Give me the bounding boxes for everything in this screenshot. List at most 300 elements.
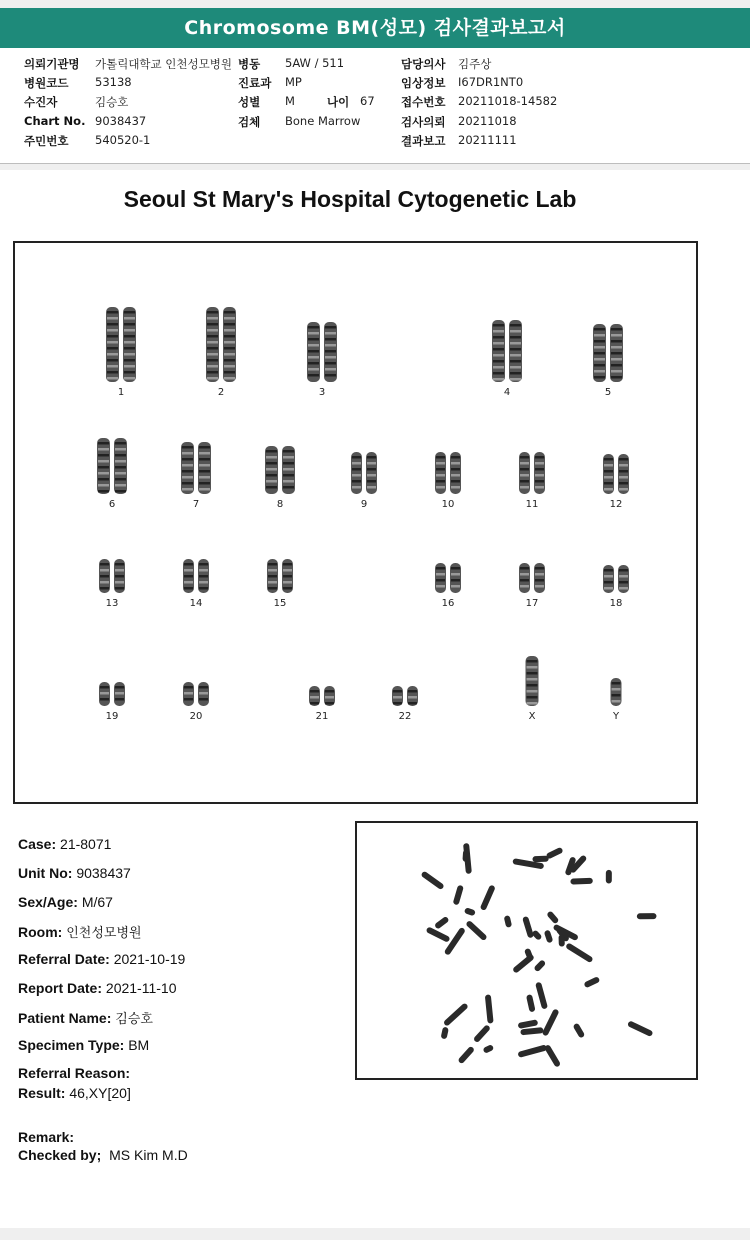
chromosome-band <box>308 362 319 365</box>
chromosome-band <box>510 324 521 327</box>
chromosome-band <box>325 350 336 353</box>
sex-value: M <box>285 94 295 108</box>
chromosome-band <box>535 462 544 465</box>
chromosome-band <box>408 690 417 693</box>
metaphase-chromosome <box>544 1044 561 1068</box>
metaphase-chromosome <box>504 915 513 928</box>
chromosome-band <box>594 352 605 355</box>
chromosome-band <box>510 360 521 363</box>
chromosome-band <box>115 448 126 451</box>
chromosome-band <box>325 332 336 335</box>
metaphase-chromosome <box>522 916 534 939</box>
chromosome-band <box>107 377 118 380</box>
chromosome-band <box>266 474 277 477</box>
chromosome-band <box>527 696 538 699</box>
department-label: 진료과 <box>238 76 272 90</box>
chromosome-band <box>325 356 336 359</box>
patient-name-value: 김승호 <box>115 1011 153 1026</box>
metaphase-svg <box>357 823 696 1078</box>
karyogram-label-13: 13 <box>105 598 119 609</box>
karyogram-labels <box>106 387 623 722</box>
referral-reason-line <box>18 1065 130 1081</box>
metaphase-chromosome <box>473 1024 491 1043</box>
chromosome-band <box>124 317 135 320</box>
info-row-1 <box>0 56 750 75</box>
metaphase-chromosome <box>544 930 554 944</box>
chromosome-band <box>594 358 605 361</box>
karyogram-label-6: 6 <box>108 499 116 510</box>
karyogram-label-11: 11 <box>525 499 539 510</box>
chromosome-band <box>493 378 504 381</box>
examinee-label: 수진자 <box>24 95 58 109</box>
chromosome-band <box>325 696 334 699</box>
chromosome-band <box>436 585 445 588</box>
chromosome-band <box>268 575 277 578</box>
karyogram-label-3: 3 <box>318 387 326 398</box>
chromosome-band <box>367 456 376 459</box>
chromosome-band <box>527 666 538 669</box>
chromosome-band <box>308 374 319 377</box>
chromosome-band <box>604 581 613 584</box>
chromosome-band <box>535 567 544 570</box>
chromosome-band <box>115 575 124 578</box>
specimen-label: 검체 <box>238 115 261 129</box>
chromosome-band <box>107 311 118 314</box>
chromosome-band <box>611 376 622 379</box>
patient-name-label: Patient Name: <box>18 1010 112 1026</box>
chromosome-band <box>436 462 445 465</box>
metaphase-chromosome <box>565 942 594 963</box>
result-report-label: 결과보고 <box>401 134 446 148</box>
chromosome-band <box>124 347 135 350</box>
chromosome-band <box>100 563 109 566</box>
chromosome-band <box>224 347 235 350</box>
chromosome-band <box>98 466 109 469</box>
chromosome-band <box>124 359 135 362</box>
karyogram-label-9: 9 <box>360 499 368 510</box>
remark-line <box>18 1129 74 1145</box>
chart-no-label: Chart No. <box>24 114 86 128</box>
chromosome-band <box>352 468 361 471</box>
chromosome-band <box>611 370 622 373</box>
result-value: 46,XY[20] <box>69 1085 131 1101</box>
chromosome-band <box>535 573 544 576</box>
chromosome-band <box>107 371 118 374</box>
chromosome-band <box>98 490 109 493</box>
metaphase-chromosome <box>542 1008 560 1036</box>
chromosome-band <box>520 486 529 489</box>
chromosome-band <box>604 470 613 473</box>
unit-no-line <box>18 865 131 881</box>
metaphase-chromosome <box>462 850 469 862</box>
chromosome-band <box>124 323 135 326</box>
chromosome-band <box>493 360 504 363</box>
result-label: Result: <box>18 1085 66 1101</box>
chromosome-band <box>224 377 235 380</box>
chromosome-band <box>308 368 319 371</box>
chromosome-band <box>124 311 135 314</box>
chromosome-band <box>268 569 277 572</box>
chromosome-band <box>520 585 529 588</box>
chromosome-band <box>207 335 218 338</box>
chromosome-band <box>619 581 628 584</box>
chart-no-value: 9038437 <box>95 114 147 128</box>
chromosome-band <box>100 686 109 689</box>
chromosome-band <box>493 330 504 333</box>
chromosome-band <box>325 368 336 371</box>
chromosome-band <box>325 338 336 341</box>
chromosome-band <box>207 323 218 326</box>
metaphase-chromosome <box>535 982 548 1010</box>
chromosome-band <box>283 480 294 483</box>
chromosome-band <box>224 341 235 344</box>
karyogram-label-15: 15 <box>273 598 287 609</box>
metaphase-chromosome <box>426 926 451 942</box>
chromosome-band <box>367 468 376 471</box>
info-row-5 <box>0 133 750 152</box>
chromosome-band <box>611 346 622 349</box>
chromosome-band <box>451 585 460 588</box>
chromosome-band <box>619 482 628 485</box>
metaphase-chromosome <box>443 1002 469 1026</box>
chromosome-band <box>527 672 538 675</box>
room-line <box>18 922 142 941</box>
chromosome-band <box>352 486 361 489</box>
chromosome-7-2 <box>198 442 211 494</box>
report-date-line <box>18 980 176 996</box>
chromosome-band <box>224 359 235 362</box>
metaphase-chromosome <box>533 959 546 972</box>
chromosome-band <box>594 334 605 337</box>
chromosome-band <box>393 702 402 705</box>
karyogram-label-8: 8 <box>276 499 284 510</box>
department-value: MP <box>285 75 302 89</box>
chromosome-band <box>107 359 118 362</box>
chromosome-band <box>619 458 628 461</box>
chromosome-band <box>493 366 504 369</box>
chromosome-band <box>115 587 124 590</box>
chromosome-band <box>207 371 218 374</box>
karyogram-label-Y: Y <box>612 711 620 722</box>
chromosome-band <box>451 579 460 582</box>
chromosome-band <box>107 323 118 326</box>
chromosome-band <box>520 579 529 582</box>
chromosome-band <box>325 374 336 377</box>
chromosome-band <box>224 329 235 332</box>
chromosome-band <box>107 365 118 368</box>
metaphase-chromosome <box>485 994 494 1023</box>
chromosome-band <box>535 486 544 489</box>
chromosome-band <box>604 569 613 572</box>
chromosome-band <box>308 326 319 329</box>
chromosome-band <box>283 563 292 566</box>
chromosome-band <box>594 346 605 349</box>
specimen-type-value: BM <box>128 1037 150 1053</box>
chromosome-band <box>115 466 126 469</box>
report-date-value: 2021-11-10 <box>105 980 177 996</box>
chromosome-band <box>107 329 118 332</box>
chromosome-band <box>100 575 109 578</box>
chromosome-band <box>182 458 193 461</box>
chromosome-band <box>612 694 621 697</box>
chromosome-band <box>619 569 628 572</box>
chromosome-band <box>100 692 109 695</box>
chromosome-band <box>310 696 319 699</box>
chromosome-band <box>98 460 109 463</box>
chromosome-band <box>604 464 613 467</box>
chromosome-band <box>224 371 235 374</box>
examinee-value: 김승호 <box>95 95 129 109</box>
chromosome-band <box>308 332 319 335</box>
info-row-2 <box>0 75 750 94</box>
chromosome-band <box>207 353 218 356</box>
chromosome-band <box>182 482 193 485</box>
chromosome-band <box>436 468 445 471</box>
karyogram-label-7: 7 <box>192 499 200 510</box>
chromosome-band <box>124 371 135 374</box>
chromosome-band <box>493 324 504 327</box>
clinical-info-value: I67DR1NT0 <box>458 75 524 89</box>
chromosome-band <box>619 476 628 479</box>
chromosome-band <box>308 356 319 359</box>
chromosome-band <box>594 364 605 367</box>
report-date-label: Report Date: <box>18 980 103 996</box>
cytogenetic-report <box>0 170 750 1228</box>
chromosome-band <box>107 341 118 344</box>
metaphase-chromosome <box>526 994 536 1012</box>
ward-value: 5AW / 511 <box>285 56 345 70</box>
chromosome-band <box>367 474 376 477</box>
sex-age-label: Sex/Age: <box>18 894 78 910</box>
chromosome-band <box>124 335 135 338</box>
karyogram-svg <box>15 243 696 802</box>
chromosome-band <box>283 581 292 584</box>
chromosome-band <box>367 480 376 483</box>
chromosome-band <box>611 340 622 343</box>
chromosome-band <box>115 484 126 487</box>
chromosome-band <box>199 452 210 455</box>
chromosome-band <box>199 698 208 701</box>
chromosome-band <box>310 690 319 693</box>
chromosome-band <box>325 690 334 693</box>
chromosome-band <box>283 462 294 465</box>
chromosome-band <box>436 456 445 459</box>
referral-date-label: Referral Date: <box>18 951 110 967</box>
karyogram-label-1: 1 <box>117 387 125 398</box>
chromosome-band <box>98 484 109 487</box>
specimen-value: Bone Marrow <box>285 114 361 128</box>
chromosome-band <box>199 446 210 449</box>
metaphase-chromosome <box>518 1019 539 1029</box>
metaphase-chromosome <box>570 878 593 885</box>
chromosome-band <box>308 338 319 341</box>
chromosome-band <box>184 698 193 701</box>
chromosome-band <box>115 692 124 695</box>
chromosome-band <box>98 472 109 475</box>
report-title: Chromosome BM(성모) 검사결과보고서 <box>184 17 566 39</box>
chromosome-band <box>283 450 294 453</box>
chromosome-band <box>535 585 544 588</box>
chromosome-band <box>619 470 628 473</box>
chromosome-band <box>199 563 208 566</box>
case-line <box>18 836 111 852</box>
doctor-value: 김주상 <box>458 57 492 71</box>
referral-date-line <box>18 951 185 967</box>
chromosome-band <box>352 474 361 477</box>
chromosome-band <box>325 326 336 329</box>
chromosome-band <box>266 468 277 471</box>
chromosome-band <box>283 587 292 590</box>
chromosome-7-1 <box>181 442 194 494</box>
chromosome-band <box>594 340 605 343</box>
chromosome-band <box>510 354 521 357</box>
chromosome-band <box>527 660 538 663</box>
chromosome-band <box>268 581 277 584</box>
chromosome-band <box>510 330 521 333</box>
chromosome-band <box>325 702 334 705</box>
chromosome-band <box>266 480 277 483</box>
report-title-bar <box>0 8 750 48</box>
chromosome-band <box>612 688 621 691</box>
chromosome-band <box>224 323 235 326</box>
metaphase-chromosome <box>441 1027 449 1040</box>
chromosome-band <box>100 569 109 572</box>
lab-title: Seoul St Mary's Hospital Cytogenetic Lab <box>123 186 577 212</box>
chromosome-band <box>527 702 538 705</box>
karyogram-label-19: 19 <box>105 711 119 722</box>
chromosome-band <box>451 567 460 570</box>
metaphase-chromosome <box>480 884 496 911</box>
chromosome-band <box>283 569 292 572</box>
chromosome-band <box>325 344 336 347</box>
chromosome-band <box>182 446 193 449</box>
chromosome-band <box>115 686 124 689</box>
chromosome-band <box>535 474 544 477</box>
metaphase-chromosome <box>512 953 535 973</box>
chromosome-band <box>408 696 417 699</box>
chromosome-band <box>308 350 319 353</box>
chromosome-band <box>184 692 193 695</box>
doctor-label: 담당의사 <box>401 57 446 71</box>
karyogram-label-17: 17 <box>525 598 539 609</box>
chromosome-band <box>266 450 277 453</box>
chromosome-band <box>98 442 109 445</box>
metaphase-chromosome <box>517 1044 547 1058</box>
chromosome-band <box>451 480 460 483</box>
chromosome-band <box>619 488 628 491</box>
karyogram-image <box>13 241 698 804</box>
chromosome-band <box>367 462 376 465</box>
chromosome-band <box>510 342 521 345</box>
sex-label: 성별 <box>238 95 261 109</box>
chromosome-band <box>207 311 218 314</box>
chromosome-band <box>207 365 218 368</box>
chromosome-band <box>436 474 445 477</box>
receipt-no-value: 20211018-14582 <box>458 94 558 108</box>
metaphase-chromosome <box>606 870 612 884</box>
chromosome-band <box>115 442 126 445</box>
resident-no-value: 540520-1 <box>95 133 151 147</box>
chromosome-band <box>520 567 529 570</box>
chromosome-band <box>199 476 210 479</box>
chromosome-band <box>611 364 622 367</box>
chromosome-band <box>520 462 529 465</box>
chromosome-band <box>199 581 208 584</box>
chromosome-band <box>493 342 504 345</box>
chromosome-band <box>408 702 417 705</box>
chromosome-band <box>115 478 126 481</box>
referral-reason-label: Referral Reason: <box>18 1065 131 1081</box>
chromosome-band <box>115 460 126 463</box>
chromosome-band <box>594 328 605 331</box>
chromosome-band <box>107 335 118 338</box>
karyogram-label-4: 4 <box>503 387 511 398</box>
chromosome-band <box>100 587 109 590</box>
metaphase-chromosome <box>457 1046 475 1065</box>
chromosome-band <box>107 353 118 356</box>
metaphase-chromosome <box>465 920 488 941</box>
chromosome-band <box>520 480 529 483</box>
chromosome-band <box>224 353 235 356</box>
chromosome-band <box>199 692 208 695</box>
chromosome-band <box>184 569 193 572</box>
chromosome-band <box>611 328 622 331</box>
checked-by-line <box>18 1147 188 1163</box>
room-label: Room: <box>18 924 63 940</box>
chromosome-band <box>352 456 361 459</box>
patient-info-panel <box>0 48 750 164</box>
chromosome-band <box>493 336 504 339</box>
chromosome-band <box>224 317 235 320</box>
karyogram-label-12: 12 <box>609 499 623 510</box>
chromosome-band <box>266 462 277 465</box>
specimen-type-label: Specimen Type: <box>18 1037 125 1053</box>
chromosome-band <box>611 352 622 355</box>
chromosome-band <box>182 464 193 467</box>
chromosome-band <box>283 486 294 489</box>
chromosome-band <box>612 700 621 703</box>
chromosome-band <box>352 480 361 483</box>
hospital-code-label: 병원코드 <box>24 76 69 90</box>
sex-age-line <box>18 894 113 910</box>
chromosome-band <box>594 370 605 373</box>
chromosome-band <box>124 365 135 368</box>
chromosome-band <box>100 581 109 584</box>
chromosome-band <box>266 456 277 459</box>
unit-no-label: Unit No: <box>18 865 73 881</box>
chromosome-band <box>283 456 294 459</box>
chromosome-band <box>207 359 218 362</box>
chromosome-band <box>207 329 218 332</box>
chromosome-band <box>283 468 294 471</box>
unit-no-value: 9038437 <box>76 865 131 881</box>
karyogram-label-5: 5 <box>604 387 612 398</box>
remark-label: Remark: <box>18 1129 75 1145</box>
chromosome-band <box>184 563 193 566</box>
karyogram-label-22: 22 <box>398 711 412 722</box>
specimen-type-line <box>18 1037 149 1053</box>
ward-label: 병동 <box>238 57 261 71</box>
chromosome-band <box>436 573 445 576</box>
chromosome-band <box>207 347 218 350</box>
karyogram-label-20: 20 <box>189 711 203 722</box>
chromosome-band <box>107 317 118 320</box>
chromosome-band <box>493 354 504 357</box>
chromosome-band <box>619 464 628 467</box>
karyogram-label-2: 2 <box>217 387 225 398</box>
chromosome-band <box>604 575 613 578</box>
chromosome-band <box>98 454 109 457</box>
